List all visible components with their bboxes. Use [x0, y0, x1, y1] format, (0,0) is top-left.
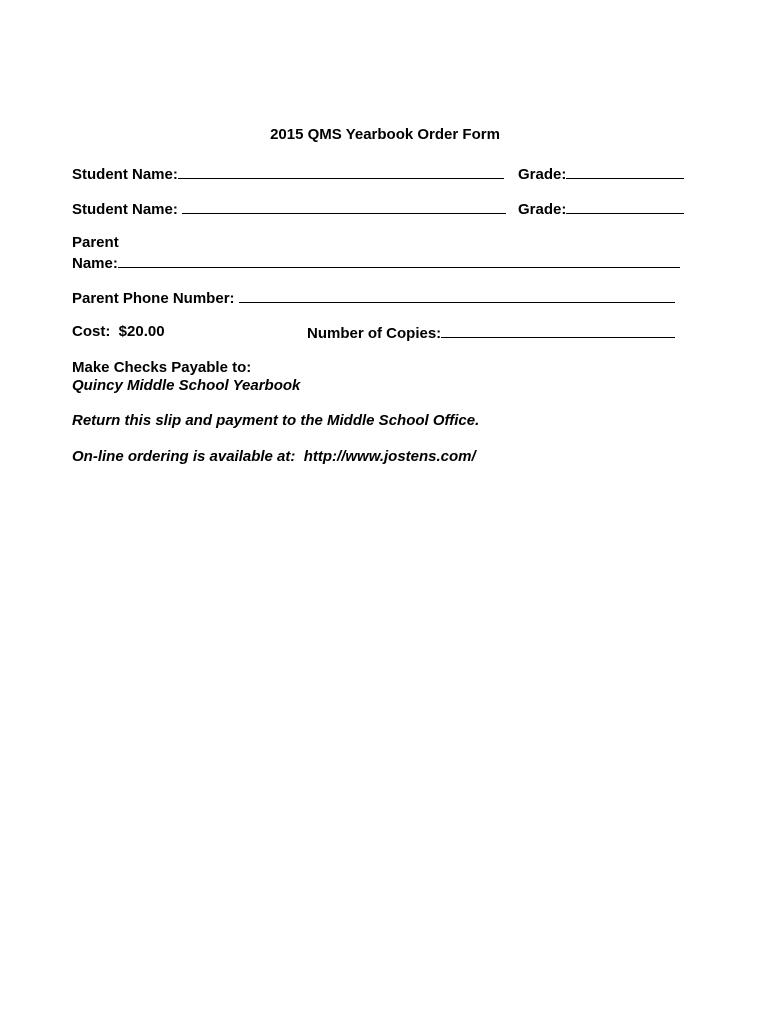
student-name-row-2 [72, 199, 506, 219]
return-note: Return this slip and payment to the Middle School Office. [72, 412, 480, 429]
online-label: On-line ordering is available at: [72, 448, 296, 465]
parent-name-label: Name: [72, 255, 118, 272]
student-name-field[interactable] [182, 199, 506, 214]
student-name-label: Student Name: [72, 166, 178, 183]
cost-value: $20.00 [118, 323, 165, 340]
online-ordering-row [72, 448, 476, 466]
form-title: 2015 QMS Yearbook Order Form [270, 126, 500, 143]
parent-label-line1: Parent [72, 234, 119, 251]
grade-field[interactable] [566, 199, 684, 214]
grade-field[interactable] [566, 164, 684, 179]
parent-phone-label: Parent Phone Number: [72, 290, 235, 307]
checks-label: Make Checks Payable to: [72, 359, 252, 376]
student-name-field[interactable] [178, 164, 504, 179]
student-name-row-1 [72, 164, 504, 184]
copies-label: Number of Copies: [307, 325, 442, 342]
grade-label: Grade: [518, 201, 567, 218]
checks-payee: Quincy Middle School Yearbook [72, 377, 301, 394]
parent-name-field[interactable] [118, 253, 680, 268]
copies-row [307, 323, 675, 343]
cost-label: Cost: [72, 323, 111, 340]
online-url[interactable]: http://www.jostens.com/ [303, 448, 476, 465]
student-name-label: Student Name: [72, 201, 178, 218]
cost-row [72, 323, 165, 341]
grade-label: Grade: [518, 166, 567, 183]
parent-name-row [72, 253, 680, 273]
copies-field[interactable] [441, 323, 675, 338]
grade-row-2 [518, 199, 684, 219]
grade-row-1 [518, 164, 684, 184]
parent-phone-field[interactable] [239, 288, 675, 303]
parent-phone-row [72, 288, 675, 308]
